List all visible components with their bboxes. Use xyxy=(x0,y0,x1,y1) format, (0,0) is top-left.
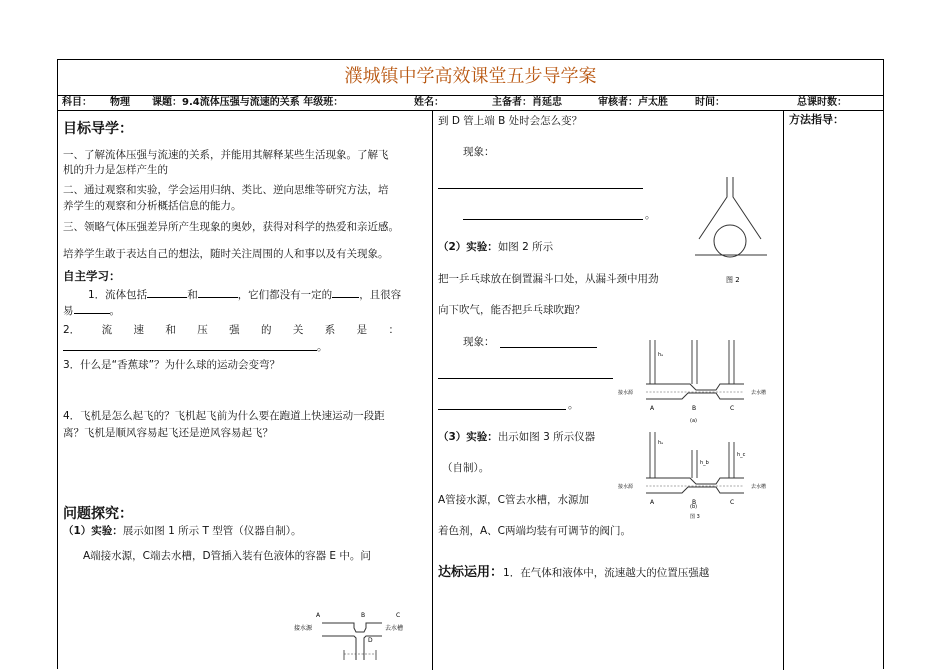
figure-3-venturi xyxy=(616,336,778,522)
goal-title: 目标导学： xyxy=(63,121,133,137)
fig3b-hb: h_b xyxy=(700,460,709,466)
exp3-line: （3）实验：出示如图 3 所示仪器 xyxy=(438,431,596,443)
goal-line: 培养学生敢于表达自己的想法，随时关注周围的人和事以及有关现象。 xyxy=(63,248,389,260)
apply-line: 达标运用：1．在气体和液体中，流速越大的位置压强越 xyxy=(438,565,710,580)
fig1-label-right: 去水槽 xyxy=(385,625,404,632)
fig3a-ha: hₐ xyxy=(658,352,664,358)
exp1-desc: A端接水源，C端去水槽，D管插入装有色液体的容器 E 中。问 xyxy=(83,550,371,562)
answer-blank[interactable] xyxy=(500,347,597,348)
fig3b-b: B xyxy=(692,499,697,506)
fig3a-a: A xyxy=(650,405,655,412)
subject-label: 科目： xyxy=(62,97,92,108)
blank[interactable] xyxy=(147,297,187,298)
rule xyxy=(57,110,884,111)
fig3b-left: 接水源 xyxy=(618,484,634,490)
column-divider xyxy=(432,110,433,670)
blank[interactable] xyxy=(332,297,359,298)
period-mark: 。 xyxy=(568,399,579,411)
fig3b-right: 去水槽 xyxy=(751,484,767,490)
exp2-desc: 向下吹气，能否把乒乓球吹跑？ xyxy=(438,304,585,316)
fig1-label-left: 接水源 xyxy=(294,625,313,632)
exp2-line: （2）实验：如图 2 所示 xyxy=(438,241,554,253)
fig3a-cap: (a) xyxy=(690,418,697,424)
exp2-desc: 把一乒乓球放在倒置漏斗口处，从漏斗颈中用劲 xyxy=(438,273,659,285)
q1-text: 1．流体包括 和 ，它们都没有一定的 ，且很容 xyxy=(88,289,402,301)
self-study-title: 自主学习： xyxy=(63,269,121,283)
answer-blank[interactable] xyxy=(438,188,643,189)
exp1-line: （1）实验：展示如图 1 所示 T 型管（仪器自制）。 xyxy=(63,525,302,537)
goal-line: 养学生的观察和分析概括信息的能力。 xyxy=(63,200,242,212)
q4-text: 4．飞机是怎么起飞的？飞机起飞前为什么要在跑道上快速运动一段距 xyxy=(63,410,385,422)
phenomenon-label: 现象： xyxy=(463,146,495,158)
fig3-caption: 图 3 xyxy=(690,514,700,520)
period-mark: 。 xyxy=(645,209,656,221)
goal-line: 一、了解流体压强与流速的关系，并能用其解释某些生活现象。了解飞 xyxy=(63,149,389,161)
blank[interactable] xyxy=(198,297,238,298)
fig3a-c: C xyxy=(730,405,735,412)
reviewer-label: 审核者：卢太胜 xyxy=(598,97,668,108)
goal-line: 二、通过观察和实验，学会运用归纳、类比、逆向思维等研究方法，培 xyxy=(63,184,389,196)
fig3b-c: C xyxy=(730,499,735,506)
figure-1-t-tube xyxy=(290,608,420,661)
fig1-label-d: D xyxy=(368,637,373,644)
fig1-label-c: C xyxy=(396,612,401,619)
topic-label: 课题：9.4流体压强与流速的关系 年级班： xyxy=(152,97,344,108)
q1-text-cont: 易 。 xyxy=(63,305,120,317)
fig2-caption: 图 2 xyxy=(726,276,740,284)
fig3b-a: A xyxy=(650,499,655,506)
goal-line: 三、领略气体压强差异所产生现象的奥妙，获得对科学的热爱和亲近感。 xyxy=(63,221,399,233)
answer-blank[interactable] xyxy=(438,409,566,410)
q2-period: 。 xyxy=(317,341,328,353)
author-label: 主备者：肖延忠 xyxy=(492,97,562,108)
q2-text: 2． 流 速 和 压 强 的 关 系 是 ： xyxy=(63,324,399,336)
middle-continuation: 到 D 管上端 B 处时会怎么变？ xyxy=(438,115,583,127)
q4-text: 离？飞机是顺风容易起飞还是逆风容易起飞？ xyxy=(63,427,273,439)
answer-blank[interactable] xyxy=(63,350,317,351)
column-divider xyxy=(783,110,784,670)
time-label: 时间： xyxy=(695,97,725,108)
explore-title: 问题探究： xyxy=(63,506,133,522)
fig3a-b: B xyxy=(692,405,697,412)
name-label: 姓名： xyxy=(414,97,444,108)
figure-2-funnel-ball xyxy=(693,175,773,287)
exp3-self: （自制）。 xyxy=(442,462,490,474)
goal-line: 机的升力是怎样产生的 xyxy=(63,164,168,176)
fig3a-left: 接水源 xyxy=(618,390,634,396)
page-title: 濮城镇中学高效课堂五步导学案 xyxy=(344,66,597,87)
fig3b-cap: (b) xyxy=(690,504,698,510)
exp3-desc: 着色剂，A、C两端均装有可调节的阀门。 xyxy=(438,525,632,537)
subject-value: 物理 xyxy=(110,97,130,108)
fig1-label-a: A xyxy=(316,612,321,619)
blank[interactable] xyxy=(74,313,110,314)
exp3-desc: A管接水源，C管去水槽，水源加 xyxy=(438,494,590,506)
answer-blank[interactable] xyxy=(438,378,613,379)
method-title: 方法指导： xyxy=(789,113,844,126)
answer-blank[interactable] xyxy=(463,219,643,220)
period-label: 总课时数： xyxy=(797,97,847,108)
fig3b-ha: hₐ xyxy=(658,440,664,446)
fig3b-hc: h_c xyxy=(737,452,746,458)
fig1-label-b: B xyxy=(361,612,366,619)
fig3a-right: 去水槽 xyxy=(751,390,767,396)
q3-text: 3．什么是“香蕉球”？为什么球的运动会变弯？ xyxy=(63,359,281,371)
phenomenon-label: 现象： xyxy=(463,336,495,348)
